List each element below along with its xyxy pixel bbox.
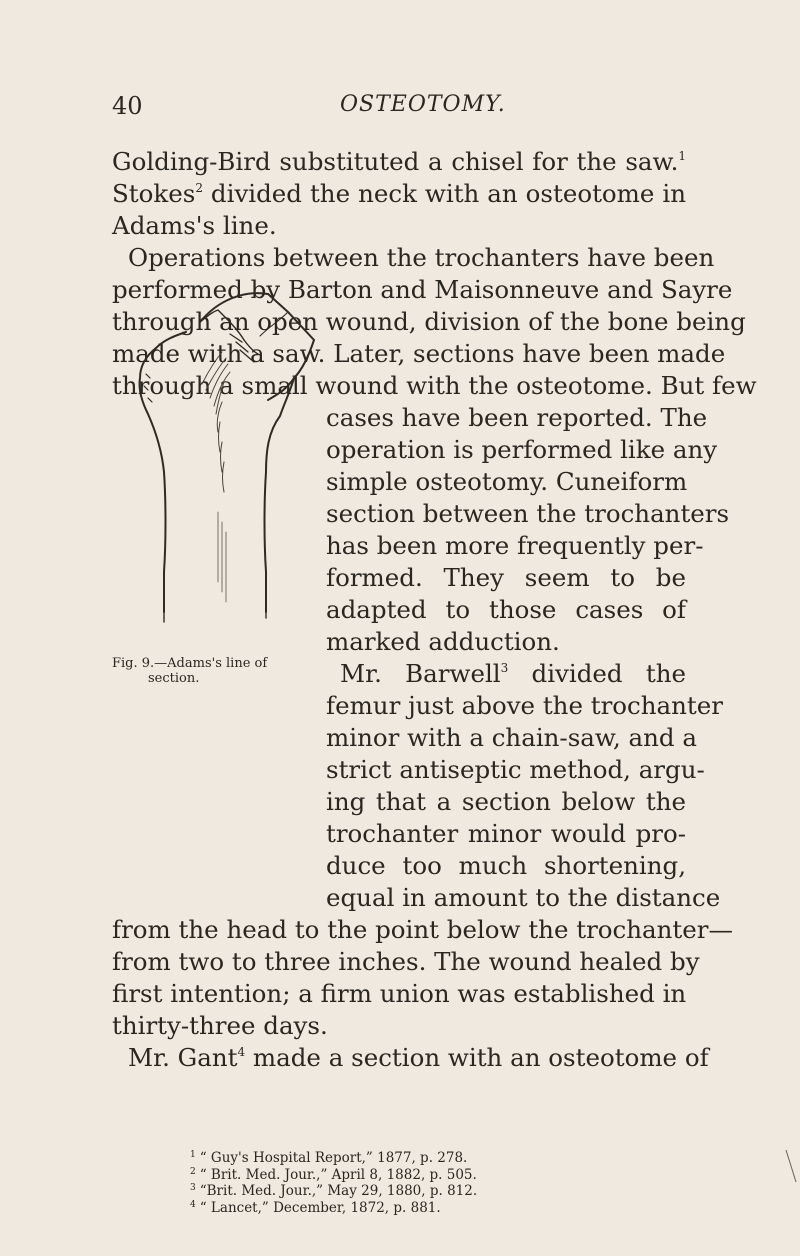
text-line: through a small wound with the osteotome. But few xyxy=(112,371,757,400)
footnote-ref: 4 xyxy=(237,1045,246,1059)
text-line: formed. They seem to be xyxy=(326,563,686,592)
text-line: first intention; a firm union was established in xyxy=(112,979,687,1008)
shaft-end-mark xyxy=(164,612,266,622)
footnote-mark: 3 xyxy=(190,1183,196,1193)
footnote: $^2$ “ Brit. Med. Jour.,” April 8, 1882, p. 505. xyxy=(190,1166,477,1183)
text-line: cases have been reported. The xyxy=(326,403,708,432)
text-line: section between the trochanters xyxy=(326,499,730,528)
text-line: ing that a section below the xyxy=(326,787,686,816)
text-line: Operations between the trochanters have been xyxy=(128,243,715,272)
page-number: 40 xyxy=(112,92,143,120)
text-line: through an open wound, division of the bone being xyxy=(112,307,746,336)
text-line: Golding-Bird substituted a chisel for the saw.$^1$ xyxy=(112,147,686,176)
footnote-ref: 3 xyxy=(500,661,509,675)
running-title: OSTEOTOMY. xyxy=(340,92,506,117)
footnote-ref: 2 xyxy=(195,181,203,195)
text-line: performed by Barton and Maisonneuve and Sayre xyxy=(112,275,733,304)
text-line: made with a saw. Later, sections have been made xyxy=(112,339,726,368)
text-line: minor with a chain-saw, and a xyxy=(326,723,697,752)
text-line: Adams's line. xyxy=(112,211,277,240)
text-line: from two to three inches. The wound healed by xyxy=(112,947,700,976)
text-line: thirty-three days. xyxy=(112,1011,328,1040)
caption-line: Fig. 9.—Adams's line of xyxy=(112,656,268,671)
head-hatching xyxy=(144,374,152,402)
footnote: $^4$ “ Lancet,” December, 1872, p. 881. xyxy=(190,1199,441,1216)
footnote-mark: 4 xyxy=(190,1199,196,1210)
shaft-inner-outline xyxy=(265,378,295,612)
cortex-lines xyxy=(218,512,226,602)
text-line: femur just above the trochanter xyxy=(326,691,723,720)
caption-line: section. xyxy=(148,671,200,686)
text-line: trochanter minor would pro- xyxy=(326,819,686,848)
text-line: marked adduction. xyxy=(326,627,560,656)
footnote-mark: 1 xyxy=(190,1150,196,1160)
footnote: $^3$ “Brit. Med. Jour.,” May 29, 1880, p. 812. xyxy=(190,1183,478,1199)
text-line: Stokes$^2$ divided the neck with an osteotome in xyxy=(112,179,686,208)
text-line: duce too much shortening, xyxy=(326,851,686,880)
figure-caption xyxy=(112,656,322,686)
page-header xyxy=(112,92,684,128)
footnote-mark: 2 xyxy=(190,1166,196,1177)
section-pointer xyxy=(260,312,288,336)
text-line: Mr. Gant$^4$ made a section with an osteotome of xyxy=(128,1043,709,1072)
text-line: Mr. Barwell$^3$ divided the xyxy=(340,659,686,688)
text-line: adapted to those cases of xyxy=(326,595,686,624)
margin-pencil-mark xyxy=(784,1148,798,1184)
text-line: equal in amount to the distance xyxy=(326,883,721,912)
footnote: $^1$ “ Guy's Hospital Report,” 1877, p. 278. xyxy=(190,1150,468,1166)
femoral-head-outline xyxy=(200,293,314,400)
footnotes xyxy=(190,1150,690,1216)
text-line: has been more frequently per- xyxy=(326,531,704,560)
femur-illustration xyxy=(118,282,318,638)
text-line: strict antiseptic method, argu- xyxy=(326,755,705,784)
text-line: operation is performed like any xyxy=(326,435,718,464)
footnote-ref: 1 xyxy=(678,149,686,163)
head-cap xyxy=(200,310,258,354)
trabecular-lines xyxy=(202,352,230,492)
text-line: simple osteotomy. Cuneiform xyxy=(326,467,688,496)
text-line: from the head to the point below the trochanter— xyxy=(112,915,733,944)
